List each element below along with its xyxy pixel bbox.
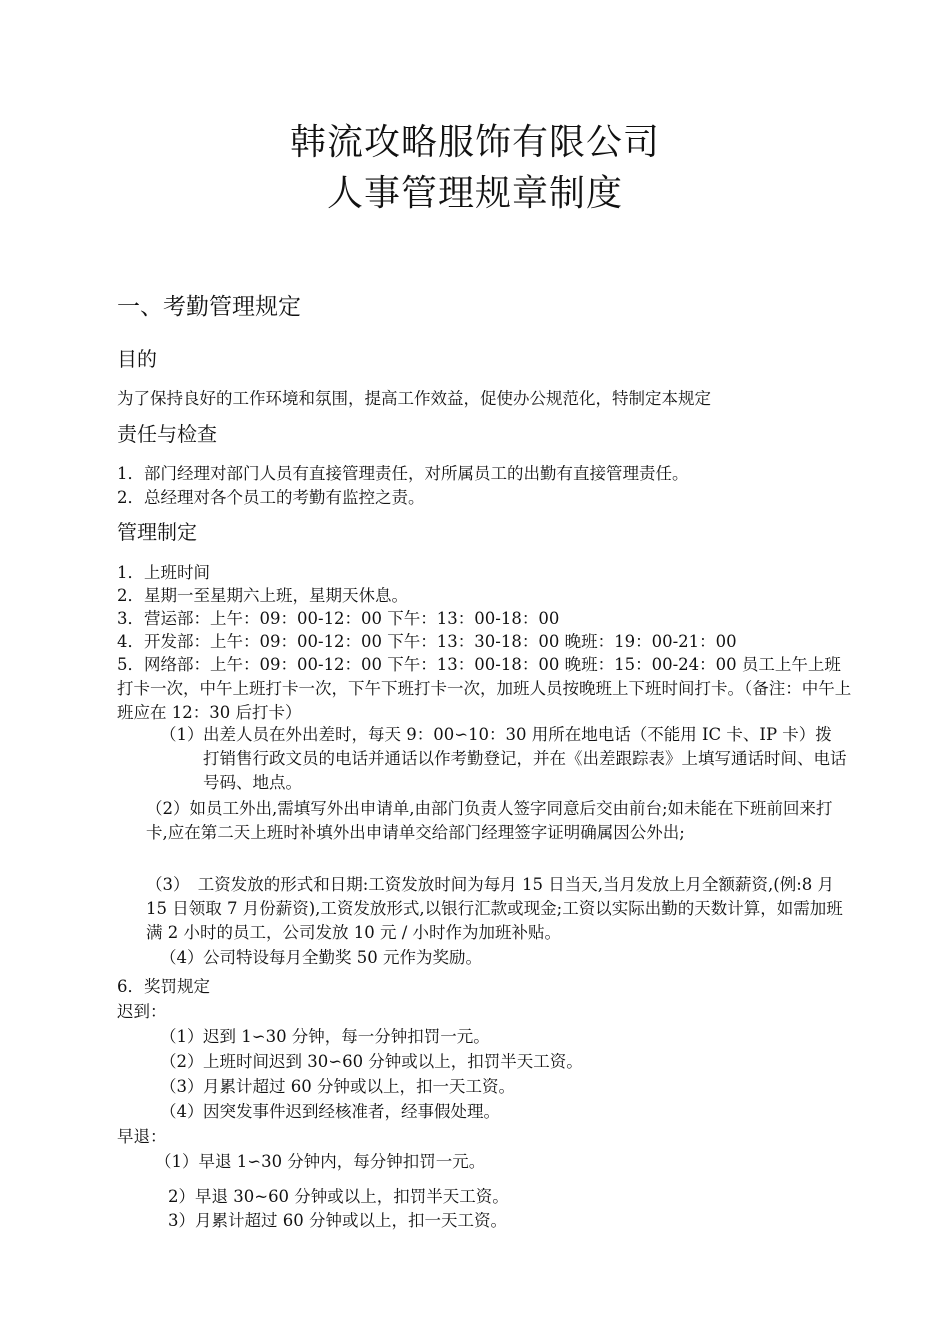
early-leave-item: 3）月累计超过 60 分钟或以上，扣一天工资。 [168,1211,507,1230]
late-item [160,1100,850,1124]
late-item-text: 迟到 1∽30 分钟，每一分钟扣罚一元。 [203,1027,490,1046]
late-item-number: （4） [160,1102,204,1121]
document-title: 人事管理规章制度 [326,173,623,214]
early-leave-item: （1）早退 1∽30 分钟内，每分钟扣罚一元。 [155,1152,486,1171]
purpose-text: 为了保持良好的工作环境和氛围，提高工作效益，促使办公规范化，特制定本规定 [117,389,711,408]
sub-item-text: （3） 工资发放的形式和日期:工资发放时间为每月 15 日当天,当月发放上月全额薪资,(例:8 月 15 日领取 7 月份薪资),工资发放形式,以银行汇款或现金;工资以实际出勤的天数计算，如需加班满 2 小时的员工，公司发放 10 元 / 小时作为加班补贴。 [146,875,843,942]
responsibility-heading: 责任与检查 [117,422,217,446]
management-heading: 管理制定 [117,520,197,544]
late-item-number: （2） [160,1052,204,1071]
sub-item-text: 公司特设每月全勤奖 50 元作为奖励。 [203,948,482,967]
responsibility-item: 2．总经理对各个员工的考勤有监控之责。 [117,488,425,507]
sub-item-number: （4） [160,948,204,967]
company-title: 韩流攻略服饰有限公司 [289,122,660,163]
management-item: 2．星期一至星期六上班，星期天休息。 [117,586,408,605]
management-item: 4．开发部：上午：09：00-12：00 下午：13：30-18：00 晚班：19：00-21：00 [117,632,737,651]
late-item-number: （3） [160,1077,204,1096]
sub-item [160,723,850,795]
management-item: 3．营运部：上午：09：00-12：00 下午：13：00-18：00 [117,609,560,628]
late-item-number: （1） [160,1027,204,1046]
late-item-text: 因突发事件迟到经核准者，经事假处理。 [203,1102,500,1121]
management-item: 5．网络部：上午：09：00-12：00 下午：13：00-18：00 晚班：15：00-24：00 员工上午上班打卡一次，中午上班打卡一次，下午下班打卡一次，加班人员按晚班上下班时间打卡。（备注：中午上班应在 12：30 后打卡） [117,655,852,722]
early-leave-item: 2）早退 30~60 分钟或以上，扣罚半天工资。 [168,1187,509,1206]
late-item-text: 上班时间迟到 30∽60 分钟或以上，扣罚半天工资。 [203,1052,583,1071]
sub-item-text: 出差人员在外出差时，每天 9：00∽10：30 用所在地电话（不能用 IC 卡、IP 卡）拨打销售行政文员的电话并通话以作考勤登记，并在《出差跟踪表》上填写通话时间、电话号码、地点。 [203,725,847,792]
sub-item-number: （1） [160,725,204,744]
late-item [160,1050,850,1074]
sub-item [160,946,850,970]
sub-item-text: （2）如员工外出,需填写外出申请单,由部门负责人签字同意后交由前台;如未能在下班前回来打卡,应在第二天上班时补填外出申请单交给部门经理签字证明确属因公外出; [146,799,833,842]
section-heading-attendance: 一、考勤管理规定 [117,294,301,320]
late-label: 迟到： [117,1002,167,1021]
purpose-heading: 目的 [117,347,157,371]
late-item [160,1025,850,1049]
management-item: 1．上班时间 [117,563,210,582]
rewards-heading: 6．奖罚规定 [117,977,210,996]
late-item [160,1075,850,1099]
responsibility-item: 1．部门经理对部门人员有直接管理责任，对所属员工的出勤有直接管理责任。 [117,464,689,483]
late-item-text: 月累计超过 60 分钟或以上，扣一天工资。 [203,1077,515,1096]
early-leave-label: 早退： [117,1127,167,1146]
